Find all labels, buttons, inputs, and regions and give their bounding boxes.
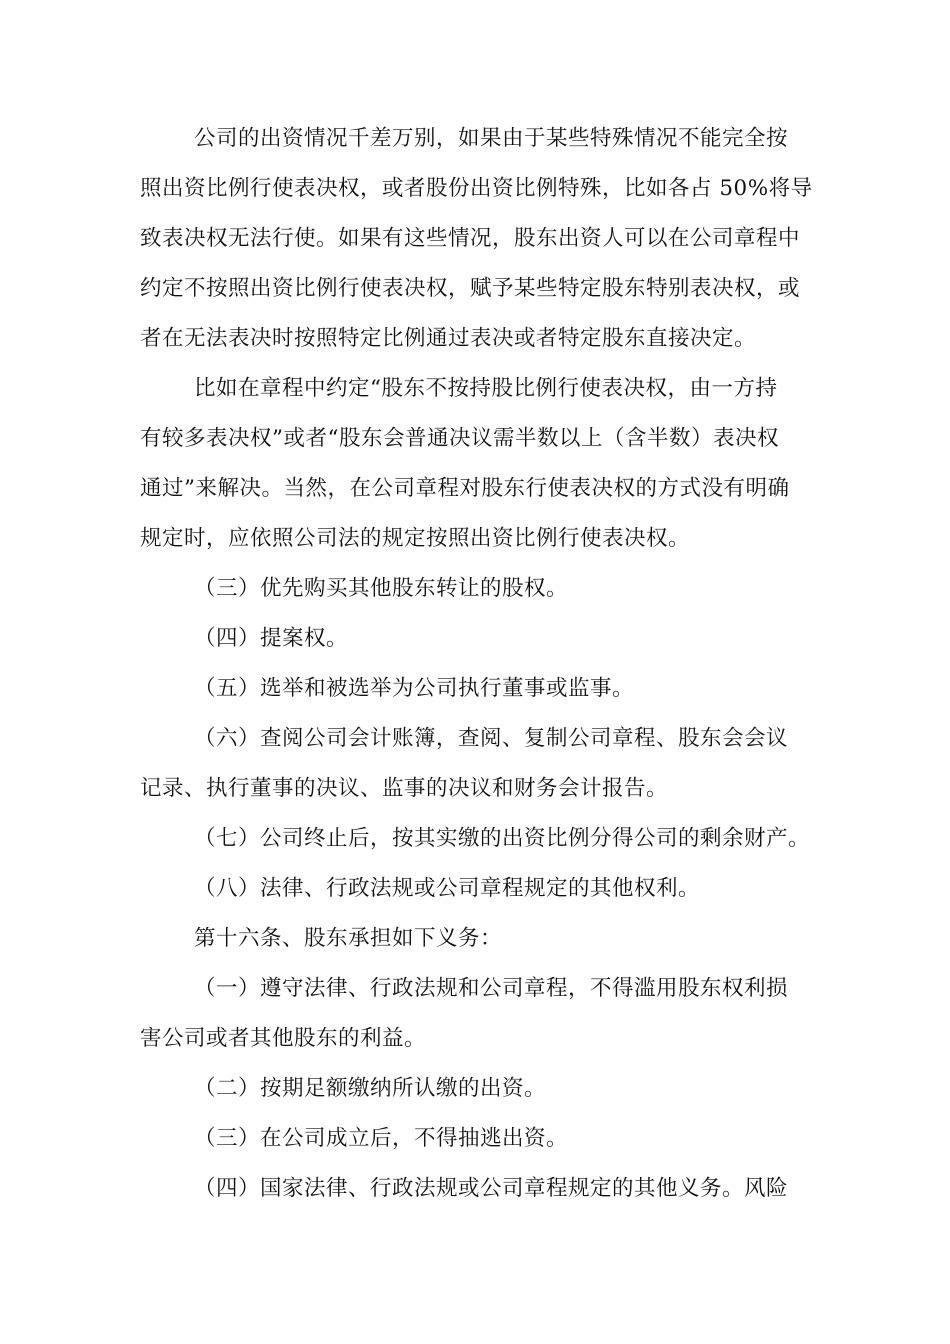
list-item: （四）国家法律、行政法规或公司章程规定的其他义务。风险 bbox=[194, 1176, 789, 1201]
list-item: （六）查阅公司会计账簿，查阅、复制公司章程、股东会会议 bbox=[194, 726, 789, 751]
list-item: （三）优先购买其他股东转让的股权。 bbox=[194, 576, 569, 601]
list-item: （五）选举和被选举为公司执行董事或监事。 bbox=[194, 676, 635, 701]
list-item: （四）提案权。 bbox=[194, 626, 349, 651]
paragraph-line: 通过”来解决。当然，在公司章程对股东行使表决权的方式没有明确 bbox=[140, 476, 790, 501]
paragraph-line: 致表决权无法行使。如果有这些情况，股东出资人可以在公司章程中 bbox=[140, 226, 801, 251]
paragraph-line: 约定不按照出资比例行使表决权，赋予某些特定股东特别表决权，或 bbox=[140, 276, 801, 301]
paragraph-line: 照出资比例行使表决权，或者股份出资比例特殊，比如各占 50%将导 bbox=[140, 176, 813, 201]
paragraph-line: 者在无法表决时按照特定比例通过表决或者特定股东直接决定。 bbox=[140, 326, 757, 351]
list-item-continuation: 害公司或者其他股东的利益。 bbox=[140, 1026, 427, 1051]
paragraph-line: 规定时，应依照公司法的规定按照出资比例行使表决权。 bbox=[140, 526, 691, 551]
paragraph-line: 比如在章程中约定“股东不按持股比例行使表决权，由一方持 bbox=[194, 376, 778, 401]
list-item: （八）法律、行政法规或公司章程规定的其他权利。 bbox=[194, 876, 701, 901]
article-heading: 第十六条、股东承担如下义务： bbox=[194, 926, 503, 951]
list-item: （一）遵守法律、行政法规和公司章程，不得滥用股东权利损 bbox=[194, 976, 789, 1001]
list-item: （三）在公司成立后，不得抽逃出资。 bbox=[194, 1126, 569, 1151]
paragraph-line: 公司的出资情况千差万别，如果由于某些特殊情况不能完全按 bbox=[194, 126, 789, 151]
list-item: （二）按期足额缴纳所认缴的出资。 bbox=[194, 1076, 547, 1101]
list-item: （七）公司终止后，按其实缴的出资比例分得公司的剩余财产。 bbox=[194, 826, 811, 851]
paragraph-line: 有较多表决权”或者“股东会普通决议需半数以上（含半数）表决权 bbox=[140, 426, 779, 451]
list-item-continuation: 记录、执行董事的决议、监事的决议和财务会计报告。 bbox=[140, 776, 669, 801]
